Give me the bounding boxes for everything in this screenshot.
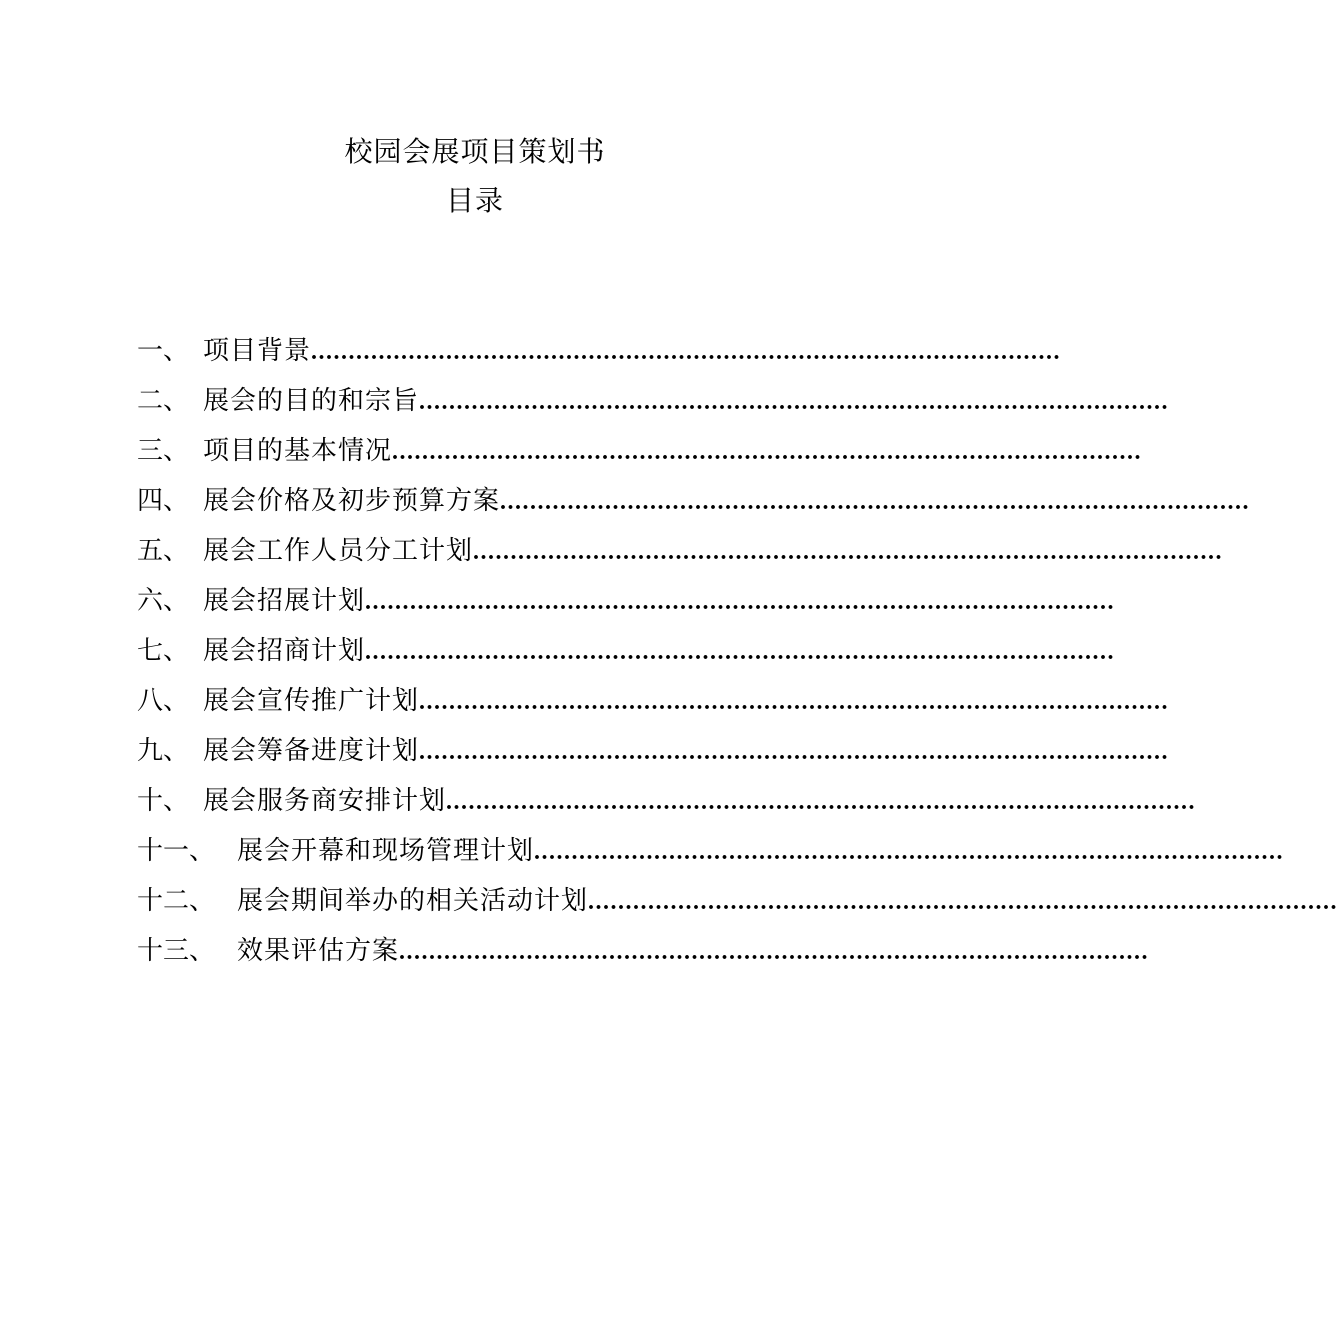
toc-item-number: 八、 [137,686,190,716]
toc-item-number: 七、 [137,636,190,666]
toc-item-label: 展会招展计划 [203,586,366,616]
toc-item-number: 六、 [137,586,190,616]
toc-heading: 目录 [445,184,504,217]
toc-dot-leader: .................................................................................................... [311,339,1062,365]
toc-item-number: 九、 [137,736,190,766]
toc-item-6[interactable] [137,582,1116,620]
toc-dot-leader: .................................................................................................... [392,439,1143,465]
toc-dot-leader: .................................................................................................... [419,389,1170,415]
toc-dot-leader: .................................................................................................... [473,539,1224,565]
toc-item-label: 展会开幕和现场管理计划 [237,836,535,866]
toc-item-number: 三、 [137,436,190,466]
toc-item-label: 效果评估方案 [237,936,400,966]
toc-item-number: 二、 [137,386,190,416]
toc-item-label: 项目的基本情况 [203,436,393,466]
toc-item-5[interactable] [137,532,1224,570]
toc-item-13[interactable] [137,932,1150,970]
toc-item-12[interactable] [137,882,1338,920]
toc-item-label: 展会期间举办的相关活动计划 [237,886,589,916]
toc-item-label: 展会服务商安排计划 [203,786,447,816]
toc-item-number: 十一、 [137,836,216,866]
toc-item-3[interactable] [137,432,1143,470]
toc-item-4[interactable] [137,482,1251,520]
toc-item-label: 项目背景 [203,336,312,366]
toc-item-label: 展会价格及初步预算方案 [203,486,501,516]
toc-item-label: 展会宣传推广计划 [203,686,420,716]
toc-item-number: 十三、 [137,936,216,966]
toc-dot-leader: .................................................................................................... [500,489,1251,515]
toc-dot-leader: .................................................................................................... [446,789,1197,815]
toc-item-1[interactable] [137,332,1062,370]
toc-item-label: 展会工作人员分工计划 [203,536,474,566]
toc-dot-leader: .................................................................................................... [399,939,1150,965]
toc-dot-leader: .................................................................................................... [588,889,1338,915]
toc-item-11[interactable] [137,832,1285,870]
toc-item-label: 展会的目的和宗旨 [203,386,420,416]
toc-item-label: 展会招商计划 [203,636,366,666]
toc-dot-leader: .................................................................................................... [419,689,1170,715]
toc-item-9[interactable] [137,732,1170,770]
toc-dot-leader: .................................................................................................... [365,589,1116,615]
toc-item-8[interactable] [137,682,1170,720]
toc-item-number: 五、 [137,536,190,566]
toc-item-10[interactable] [137,782,1197,820]
toc-dot-leader: .................................................................................................... [419,739,1170,765]
toc-dot-leader: .................................................................................................... [534,839,1285,865]
toc-item-2[interactable] [137,382,1170,420]
toc-item-number: 十二、 [137,886,216,916]
toc-item-7[interactable] [137,632,1116,670]
toc-item-label: 展会筹备进度计划 [203,736,420,766]
document-title: 校园会展项目策划书 [344,135,606,168]
toc-item-number: 四、 [137,486,190,516]
toc-item-number: 一、 [137,336,190,366]
toc-dot-leader: .................................................................................................... [365,639,1116,665]
toc-item-number: 十、 [137,786,190,816]
